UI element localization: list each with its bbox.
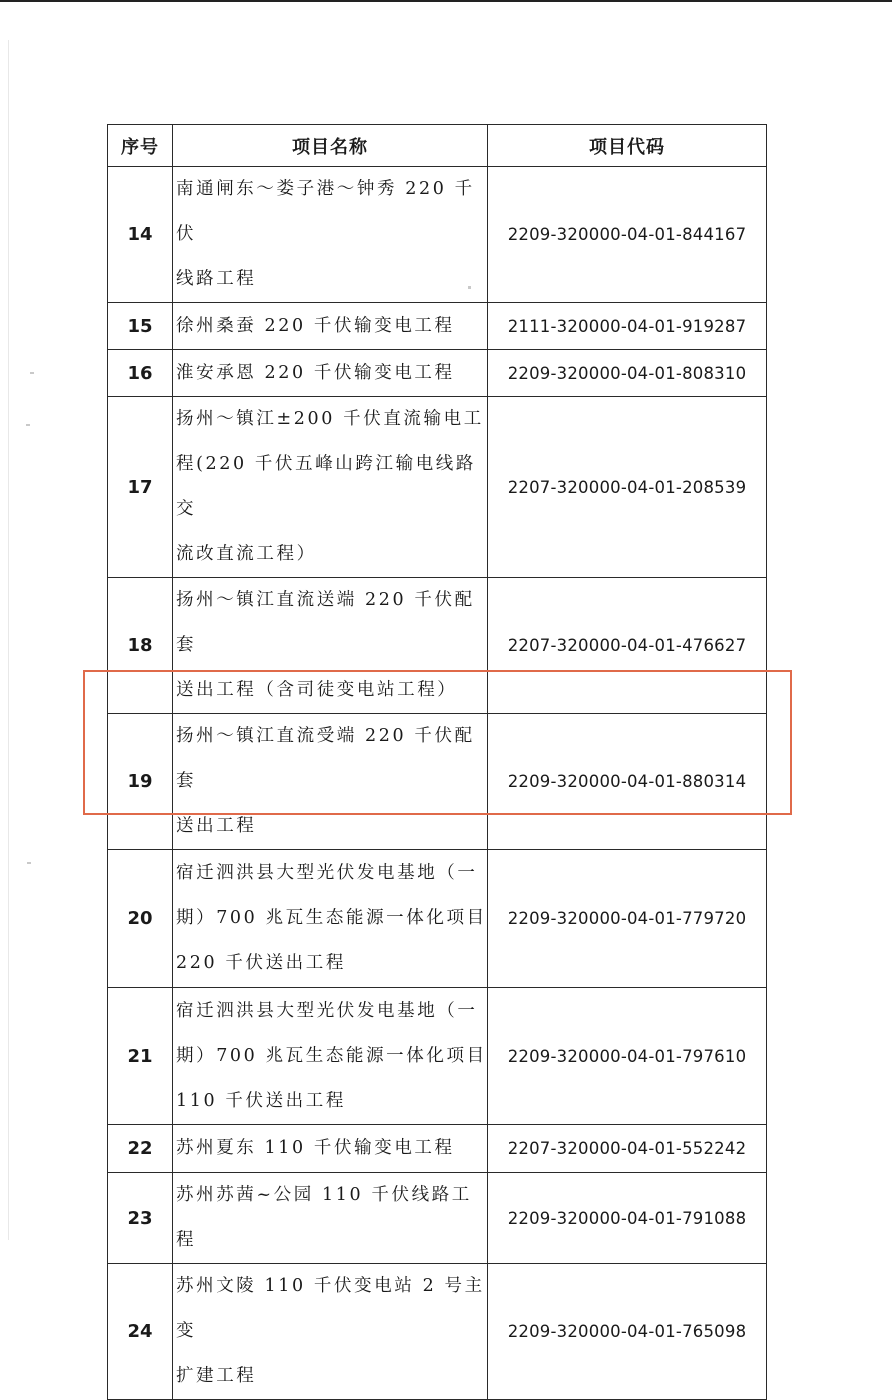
scan-speck bbox=[26, 424, 30, 426]
table-row-highlighted bbox=[108, 850, 767, 988]
row-project-code: 2209-320000-04-01-808310 bbox=[488, 350, 767, 397]
row-project-name: 淮安承恩 220 千伏输变电工程 bbox=[173, 350, 488, 397]
row-project-code: 2209-320000-04-01-765098 bbox=[488, 1264, 767, 1400]
table-row bbox=[108, 397, 767, 578]
row-seq: 20 bbox=[108, 850, 173, 988]
row-project-name: 苏州夏东 110 千伏输变电工程 bbox=[173, 1125, 488, 1173]
table-row bbox=[108, 578, 767, 714]
row-seq: 24 bbox=[108, 1264, 173, 1400]
row-project-code: 2209-320000-04-01-797610 bbox=[488, 988, 767, 1125]
row-project-name: 扬州～镇江直流送端 220 千伏配套 送出工程（含司徒变电站工程） bbox=[173, 578, 488, 714]
header-project-code: 项目代码 bbox=[488, 125, 767, 167]
table-row bbox=[108, 988, 767, 1125]
row-project-code: 2209-320000-04-01-844167 bbox=[488, 167, 767, 303]
scan-edge bbox=[8, 40, 9, 1240]
header-project-name: 项目名称 bbox=[173, 125, 488, 167]
row-project-name: 扬州～镇江直流受端 220 千伏配套 送出工程 bbox=[173, 714, 488, 850]
project-table bbox=[107, 124, 767, 1400]
row-seq: 19 bbox=[108, 714, 173, 850]
row-project-name: 扬州～镇江±200 千伏直流输电工 程(220 千伏五峰山跨江输电线路交 流改直流工程） bbox=[173, 397, 488, 578]
table-row bbox=[108, 167, 767, 303]
row-project-name: 宿迁泗洪县大型光伏发电基地（一 期）700 兆瓦生态能源一体化项目 220 千伏送出工程 bbox=[173, 850, 488, 988]
row-project-code: 2111-320000-04-01-919287 bbox=[488, 303, 767, 350]
scan-speck bbox=[27, 862, 31, 864]
row-project-name: 宿迁泗洪县大型光伏发电基地（一 期）700 兆瓦生态能源一体化项目 110 千伏送出工程 bbox=[173, 988, 488, 1125]
row-project-code: 2209-320000-04-01-880314 bbox=[488, 714, 767, 850]
header-seq: 序号 bbox=[108, 125, 173, 167]
row-project-name: 苏州文陵 110 千伏变电站 2 号主变 扩建工程 bbox=[173, 1264, 488, 1400]
row-seq: 23 bbox=[108, 1173, 173, 1264]
row-project-name: 南通闸东～娄子港～钟秀 220 千伏 线路工程 bbox=[173, 167, 488, 303]
row-project-name: 徐州桑蚕 220 千伏输变电工程 bbox=[173, 303, 488, 350]
table-row bbox=[108, 1173, 767, 1264]
top-border-line bbox=[0, 0, 892, 2]
row-project-code: 2209-320000-04-01-791088 bbox=[488, 1173, 767, 1264]
row-seq: 21 bbox=[108, 988, 173, 1125]
table-header-row bbox=[108, 125, 767, 167]
table-row bbox=[108, 1125, 767, 1173]
row-seq: 22 bbox=[108, 1125, 173, 1173]
row-seq: 16 bbox=[108, 350, 173, 397]
row-project-code: 2209-320000-04-01-779720 bbox=[488, 850, 767, 988]
row-project-code: 2207-320000-04-01-476627 bbox=[488, 578, 767, 714]
table-row bbox=[108, 1264, 767, 1400]
row-project-code: 2207-320000-04-01-552242 bbox=[488, 1125, 767, 1173]
table-row bbox=[108, 714, 767, 850]
row-seq: 18 bbox=[108, 578, 173, 714]
row-seq: 14 bbox=[108, 167, 173, 303]
table-row bbox=[108, 303, 767, 350]
scan-speck bbox=[30, 372, 34, 374]
table-row bbox=[108, 350, 767, 397]
row-project-name: 苏州苏茜~公园 110 千伏线路工程 bbox=[173, 1173, 488, 1264]
row-project-code: 2207-320000-04-01-208539 bbox=[488, 397, 767, 578]
row-seq: 17 bbox=[108, 397, 173, 578]
row-seq: 15 bbox=[108, 303, 173, 350]
